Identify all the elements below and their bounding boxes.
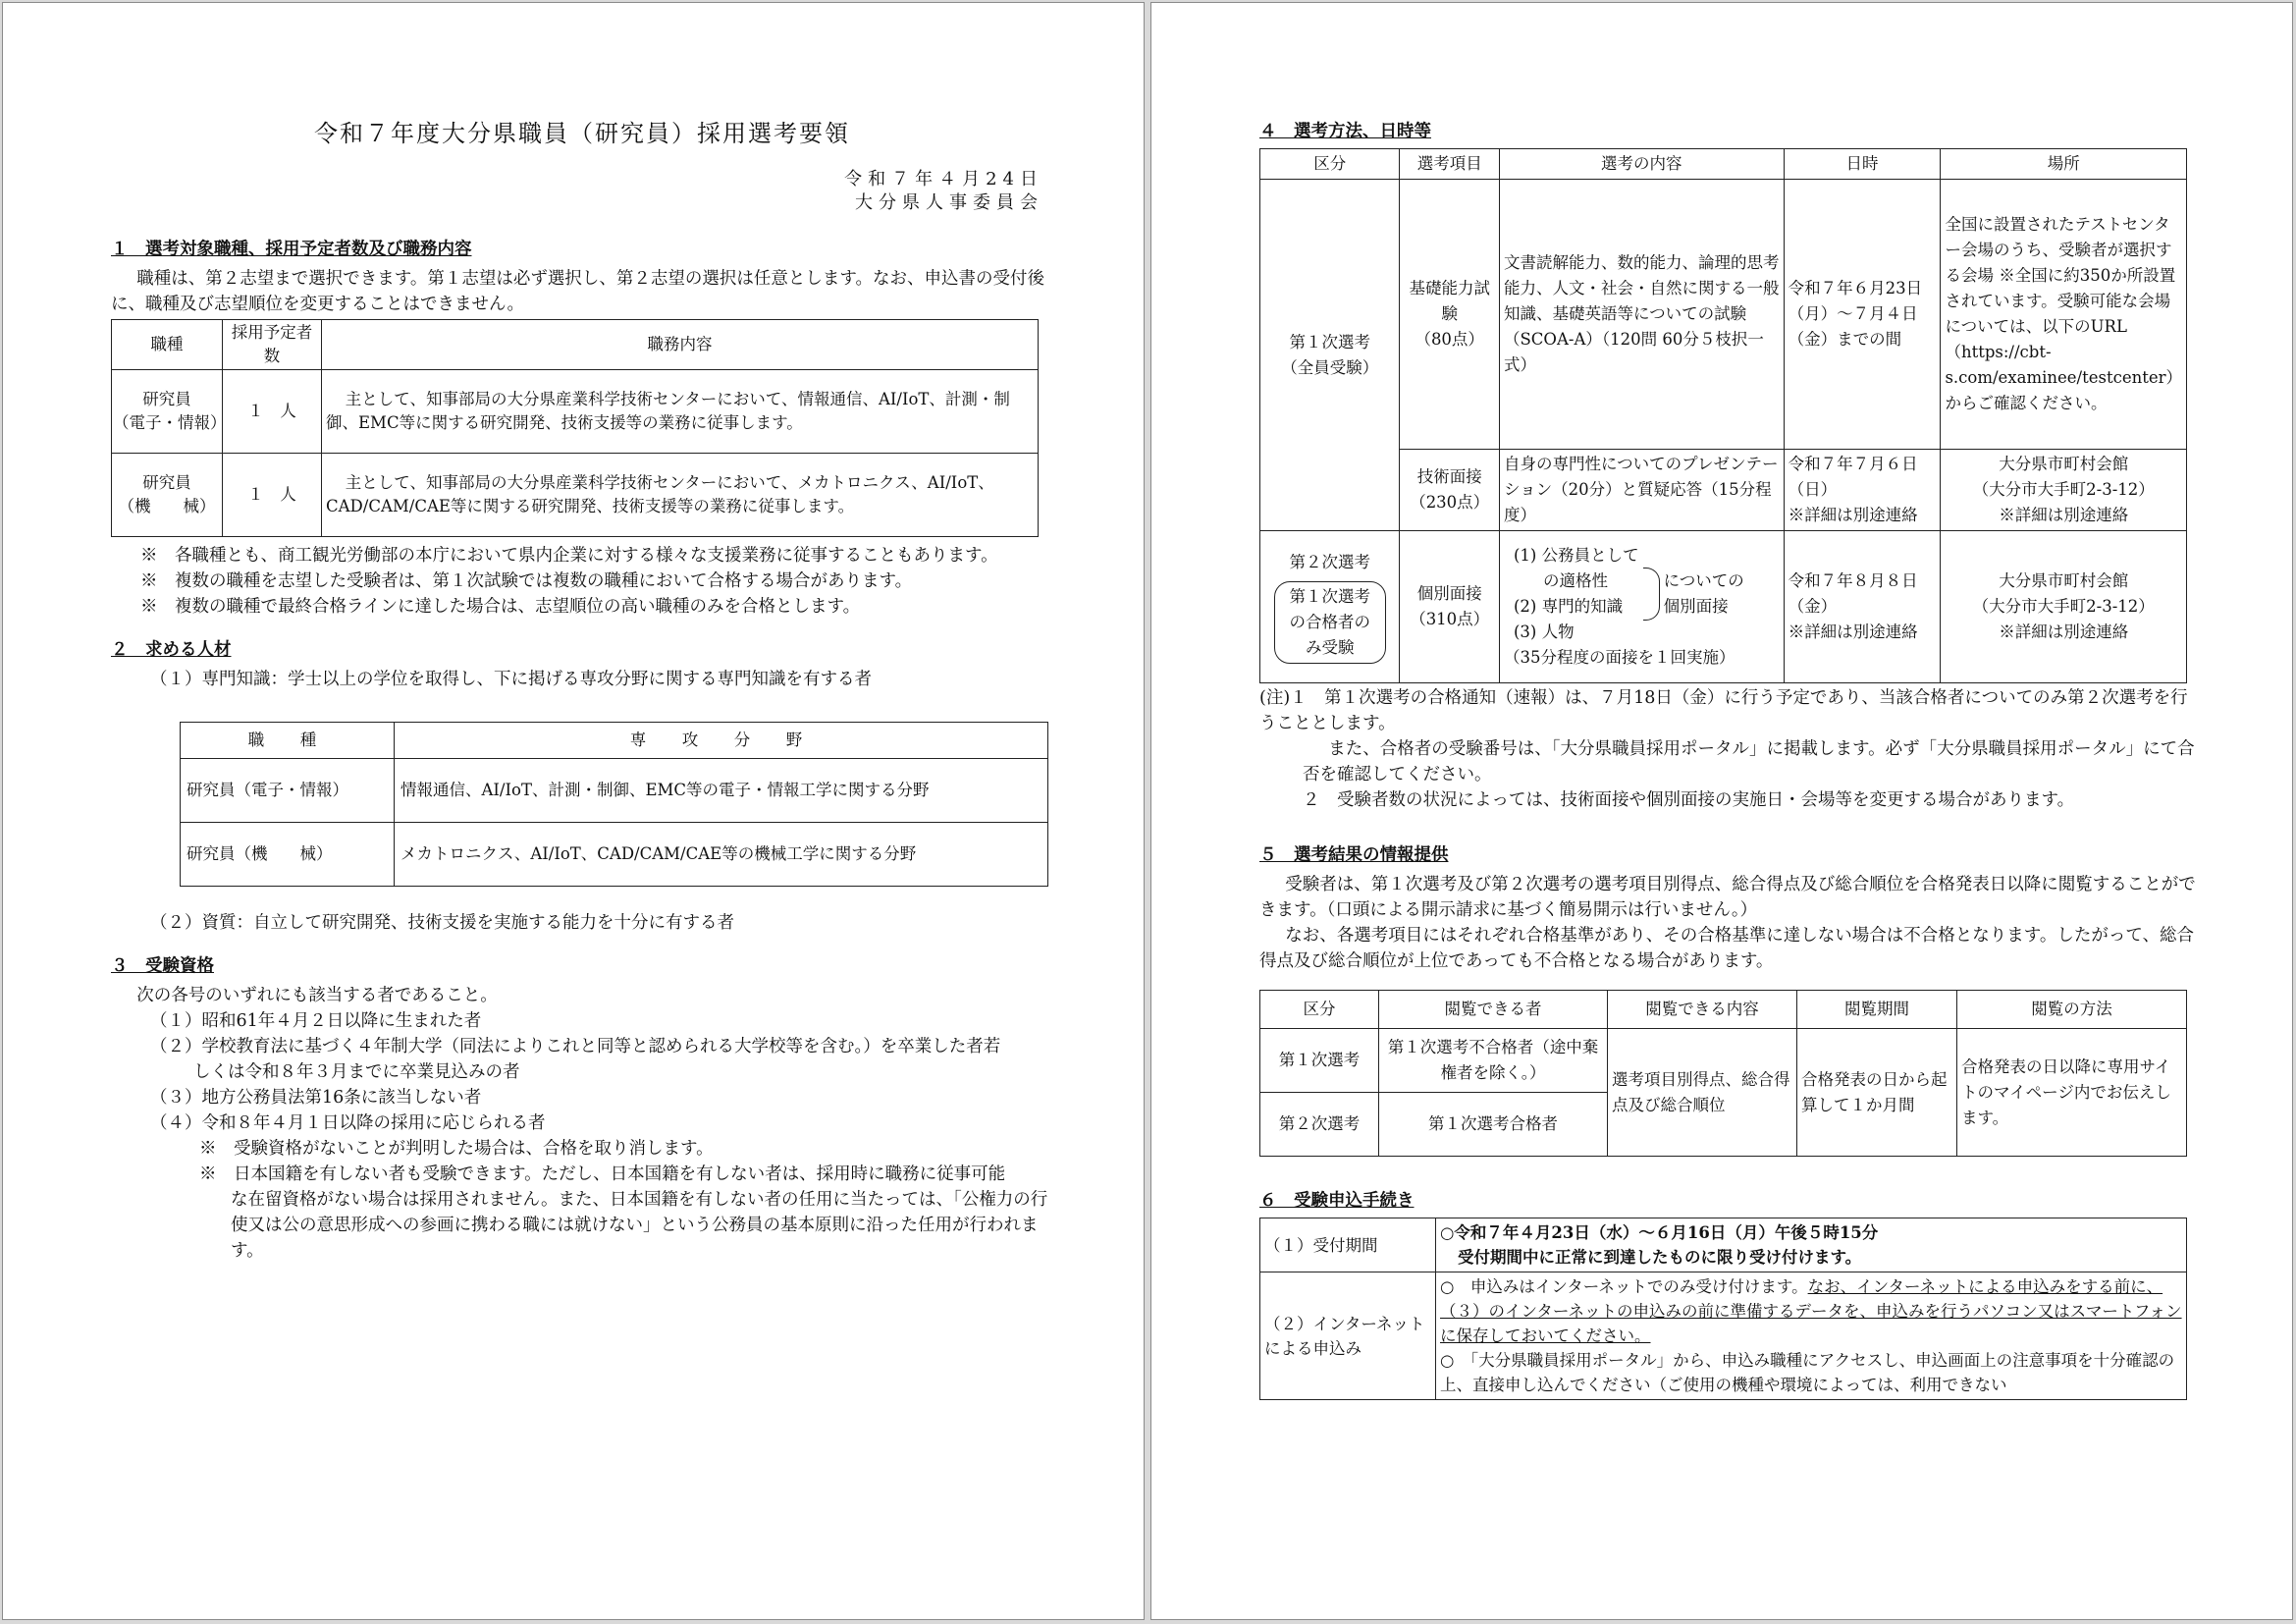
field-job: 研究員（電子・情報） <box>181 759 395 823</box>
job-name: 研究員 （電子・情報） <box>112 370 223 454</box>
disclosure-stage: 第２次選考 <box>1260 1093 1379 1157</box>
note: ※ 日本国籍を有しない者も受験できます。ただし、日本国籍を有しない者は、採用時に職務に従事可能 <box>199 1164 1006 1184</box>
qualification-item-cont: しくは令和８年３月までに卒業見込みの者 <box>193 1062 520 1082</box>
item-cell: 基礎能力試 験 （80点） <box>1400 180 1500 450</box>
schedule-table <box>1259 148 2187 683</box>
section-2-heading: ２ 求める人材 <box>111 640 232 660</box>
stage-label: 第２次選考 <box>1289 553 1370 571</box>
table-row <box>1260 1272 2187 1400</box>
section-6-heading: ６ 受験申込手続き <box>1259 1191 1415 1211</box>
disclosure-content: 選考項目別得点、総合得点及び総合順位 <box>1608 1029 1797 1157</box>
job-name: 研究員 （機 械） <box>112 454 223 537</box>
schedule-header: 選考項目 <box>1400 149 1500 180</box>
date-cell: 令和７年８月８日（金） ※詳細は別途連絡 <box>1784 531 1941 683</box>
item-cell: 個別面接 （310点） <box>1400 531 1500 683</box>
table-row <box>181 759 1048 823</box>
qualification-item: （３）地方公務員法第16条に該当しない者 <box>150 1088 482 1108</box>
document-title: 令和７年度大分県職員（研究員）採用選考要領 <box>314 120 850 147</box>
application-label: （２）インターネットによる申込み <box>1260 1272 1436 1400</box>
section-3-heading: ３ 受験資格 <box>111 956 214 976</box>
disclosure-stage: 第１次選考 <box>1260 1029 1379 1093</box>
note: ※ 複数の職種を志望した受験者は、第１次試験では複数の職種において合格する場合があります。 <box>140 571 913 591</box>
application-table <box>1259 1218 2187 1400</box>
note: ※ 複数の職種で最終合格ラインに達した場合は、志望順位の高い職種のみを合格とします。 <box>140 597 861 617</box>
note: ※ 各職種とも、商工観光労働部の本庁において県内企業に対する様々な支援業務に従事することもあります。 <box>140 546 998 566</box>
disclosure-header: 閲覧できる者 <box>1379 991 1608 1029</box>
page-right <box>1150 2 2293 1620</box>
section-4-heading: ４ 選考方法、日時等 <box>1259 122 1431 141</box>
date-cell: 令和７年６月23日（月）～７月４日（金）までの間 <box>1784 180 1941 450</box>
disclosure-header: 閲覧期間 <box>1797 991 1957 1029</box>
job-table-header: 採用予定者数 <box>223 320 322 370</box>
left-content <box>111 121 1053 1264</box>
schedule-header: 場所 <box>1941 149 2187 180</box>
disclosure-who: 第１次選考合格者 <box>1379 1093 1608 1157</box>
section-3-intro: 次の各号のいずれにも該当する者であること。 <box>136 986 498 1005</box>
place-cell: 大分県市町村会館 （大分市大手町2-3-12） ※詳細は別途連絡 <box>1941 531 2187 683</box>
date-cell: 令和７年７月６日（日） ※詳細は別途連絡 <box>1784 450 1941 531</box>
schedule-header: 選考の内容 <box>1500 149 1785 180</box>
schedule-header: 区分 <box>1260 149 1400 180</box>
section-5-para: なお、各選考項目にはそれぞれ合格基準があり、その合格基準に達しない場合は不合格となります。したがって、総合得点及び総合順位が上位であっても不合格となる場合があります。 <box>1259 926 2194 971</box>
right-content <box>1259 119 2202 1400</box>
application-label: （１）受付期間 <box>1260 1218 1436 1272</box>
place-cell: 全国に設置されたテストセンター会場のうち、受験者が選択する会場 ※全国に約350か所設置されています。受験可能な会場については、以下のURL（https://cbt-s.com/examinee/testcenter）からご確認ください。 <box>1941 180 2187 450</box>
date-block <box>111 168 1053 215</box>
note-cont: な在留資格がない場合は採用されません。また、日本国籍を有しない者の任用に当たっては、「公権力の行使又は公の意思形成への参画に携わる職には就けない」という公務員の基本原則に沿った任用が行われます。 <box>231 1190 1048 1261</box>
section-5-para: 受験者は、第１次選考及び第２次選考の選考項目別得点、総合得点及び総合順位を合格発表日以降に閲覧することができます。（口頭による開示請求に基づく簡易開示は行いません。） <box>1259 875 2196 920</box>
job-table-header: 職種 <box>112 320 223 370</box>
field-table <box>180 722 1048 887</box>
disclosure-header: 区分 <box>1260 991 1379 1029</box>
job-count: １ 人 <box>223 454 322 537</box>
field-table-header: 職 種 <box>181 723 395 759</box>
note: ２ 受験者数の状況によっては、技術面接や個別面接の実施日・会場等を変更する場合があります。 <box>1303 790 2075 810</box>
field-area: メカトロニクス、AI/IoT、CAD/CAM/CAE等の機械工学に関する分野 <box>395 823 1048 887</box>
job-duty: 主として、知事部局の大分県産業科学技術センターにおいて、情報通信、AI/IoT、計測・制御、EMC等に関する研究開発、技術支援等の業務に従事します。 <box>322 370 1039 454</box>
content-cell: (1) 公務員として の適格性 (2) 専門的知識 (3) 人物 についての個別面接 （35分程度の面接を１回実施） <box>1500 531 1785 683</box>
table-row <box>1260 180 2187 450</box>
note: ※ 受験資格がないことが判明した場合は、合格を取り消します。 <box>199 1139 714 1159</box>
disclosure-who: 第１次選考不合格者（途中棄権者を除く。） <box>1379 1029 1608 1093</box>
disclosure-method: 合格発表の日以降に専用サイトのマイページ内でお伝えします。 <box>1957 1029 2187 1157</box>
section-1-intro: 職種は、第２志望まで選択できます。第１志望は必ず選択し、第２志望の選択は任意とします。なお、申込書の受付後に、職種及び志望順位を変更することはできません。 <box>111 269 1044 314</box>
stage-2-cell <box>1260 531 1400 683</box>
note: (注)１ 第１次選考の合格通知（速報）は、７月18日（金）に行う予定であり、当該合格者についてのみ第２次選考を行うこととします。 <box>1259 688 2188 733</box>
note: また、合格者の受験番号は、「大分県職員採用ポータル」に掲載します。必ず「大分県職員採用ポータル」にて合否を確認してください。 <box>1303 739 2195 785</box>
requirement-knowledge: （１）専門知識：学士以上の学位を取得し、下に掲げる専攻分野に関する専門知識を有する者 <box>150 670 872 689</box>
stage-1-cell <box>1260 180 1400 531</box>
content-cell: 文書読解能力、数的能力、論理的思考能力、人文・社会・自然に関する一般知識、基礎英語等についての試験（SCOA-A）（120問 60分５枝択一式） <box>1500 180 1785 450</box>
section-1-heading: １ 選考対象職種、採用予定者数及び職務内容 <box>111 240 472 259</box>
place-cell: 大分県市町村会館 （大分市大手町2-3-12） ※詳細は別途連絡 <box>1941 450 2187 531</box>
job-count: １ 人 <box>223 370 322 454</box>
table-row <box>112 370 1039 454</box>
qualification-item: （１）昭和61年４月２日以降に生まれた者 <box>150 1011 482 1031</box>
section-5-heading: ５ 選考結果の情報提供 <box>1259 845 1449 865</box>
stage-label: 第１次選考 <box>1289 332 1370 352</box>
issue-date: 令和７年４月24日 <box>844 169 1043 189</box>
table-row <box>1260 1029 2187 1093</box>
table-row <box>1260 1218 2187 1272</box>
issuer: 大分県人事委員会 <box>855 192 1043 213</box>
requirement-quality: （２）資質：自立して研究開発、技術支援を実施する能力を十分に有する者 <box>150 913 734 933</box>
table-row <box>181 823 1048 887</box>
disclosure-table <box>1259 990 2187 1157</box>
qualification-item: （２）学校教育法に基づく４年制大学（同法によりこれと同等と認められる大学校等を含む。）を卒業した者若 <box>150 1037 1001 1056</box>
item-cell: 技術面接 （230点） <box>1400 450 1500 531</box>
disclosure-header: 閲覧できる内容 <box>1608 991 1797 1029</box>
disclosure-header: 閲覧の方法 <box>1957 991 2187 1029</box>
qualification-item: （４）令和８年４月１日以降の採用に応じられる者 <box>150 1113 546 1133</box>
table-row <box>112 454 1039 537</box>
stage-sub: 第１次選考の合格者のみ受験 <box>1274 581 1386 664</box>
job-table-header: 職務内容 <box>322 320 1039 370</box>
job-table <box>111 319 1039 537</box>
stage-sub: （全員受験） <box>1281 357 1379 377</box>
table-row <box>1260 531 2187 683</box>
application-period: ○令和７年４月23日（水）～６月16日（月）午後５時15分 受付期間中に正常に到達したものに限り受け付けます。 <box>1436 1218 2187 1272</box>
content-cell: 自身の専門性についてのプレゼンテーション（20分）と質疑応答（15分程度） <box>1500 450 1785 531</box>
field-job: 研究員（機 械） <box>181 823 395 887</box>
schedule-header: 日時 <box>1784 149 1941 180</box>
brace-icon <box>1643 568 1660 621</box>
field-table-header: 専 攻 分 野 <box>395 723 1048 759</box>
field-area: 情報通信、AI/IoT、計測・制御、EMC等の電子・情報工学に関する分野 <box>395 759 1048 823</box>
job-duty: 主として、知事部局の大分県産業科学技術センターにおいて、メカトロニクス、AI/IoT、CAD/CAM/CAE等に関する研究開発、技術支援等の業務に従事します。 <box>322 454 1039 537</box>
disclosure-period: 合格発表の日から起算して１か月間 <box>1797 1029 1957 1157</box>
table-row <box>1260 450 2187 531</box>
page-left <box>2 2 1145 1620</box>
application-method: ○ 申込みはインターネットでのみ受け付けます。なお、インターネットによる申込みをする前に、（３）のインターネットの申込みの前に準備するデータを、申込みを行うパソコン又はスマートフォンに保存しておいてください。 ○ 「大分県職員採用ポータル」から、申込み職種にアクセスし、申込画面上の注意事項を十分確認の上、直接申し込んでください（ご使用の機種や環境によっては、利用できない <box>1436 1272 2187 1400</box>
